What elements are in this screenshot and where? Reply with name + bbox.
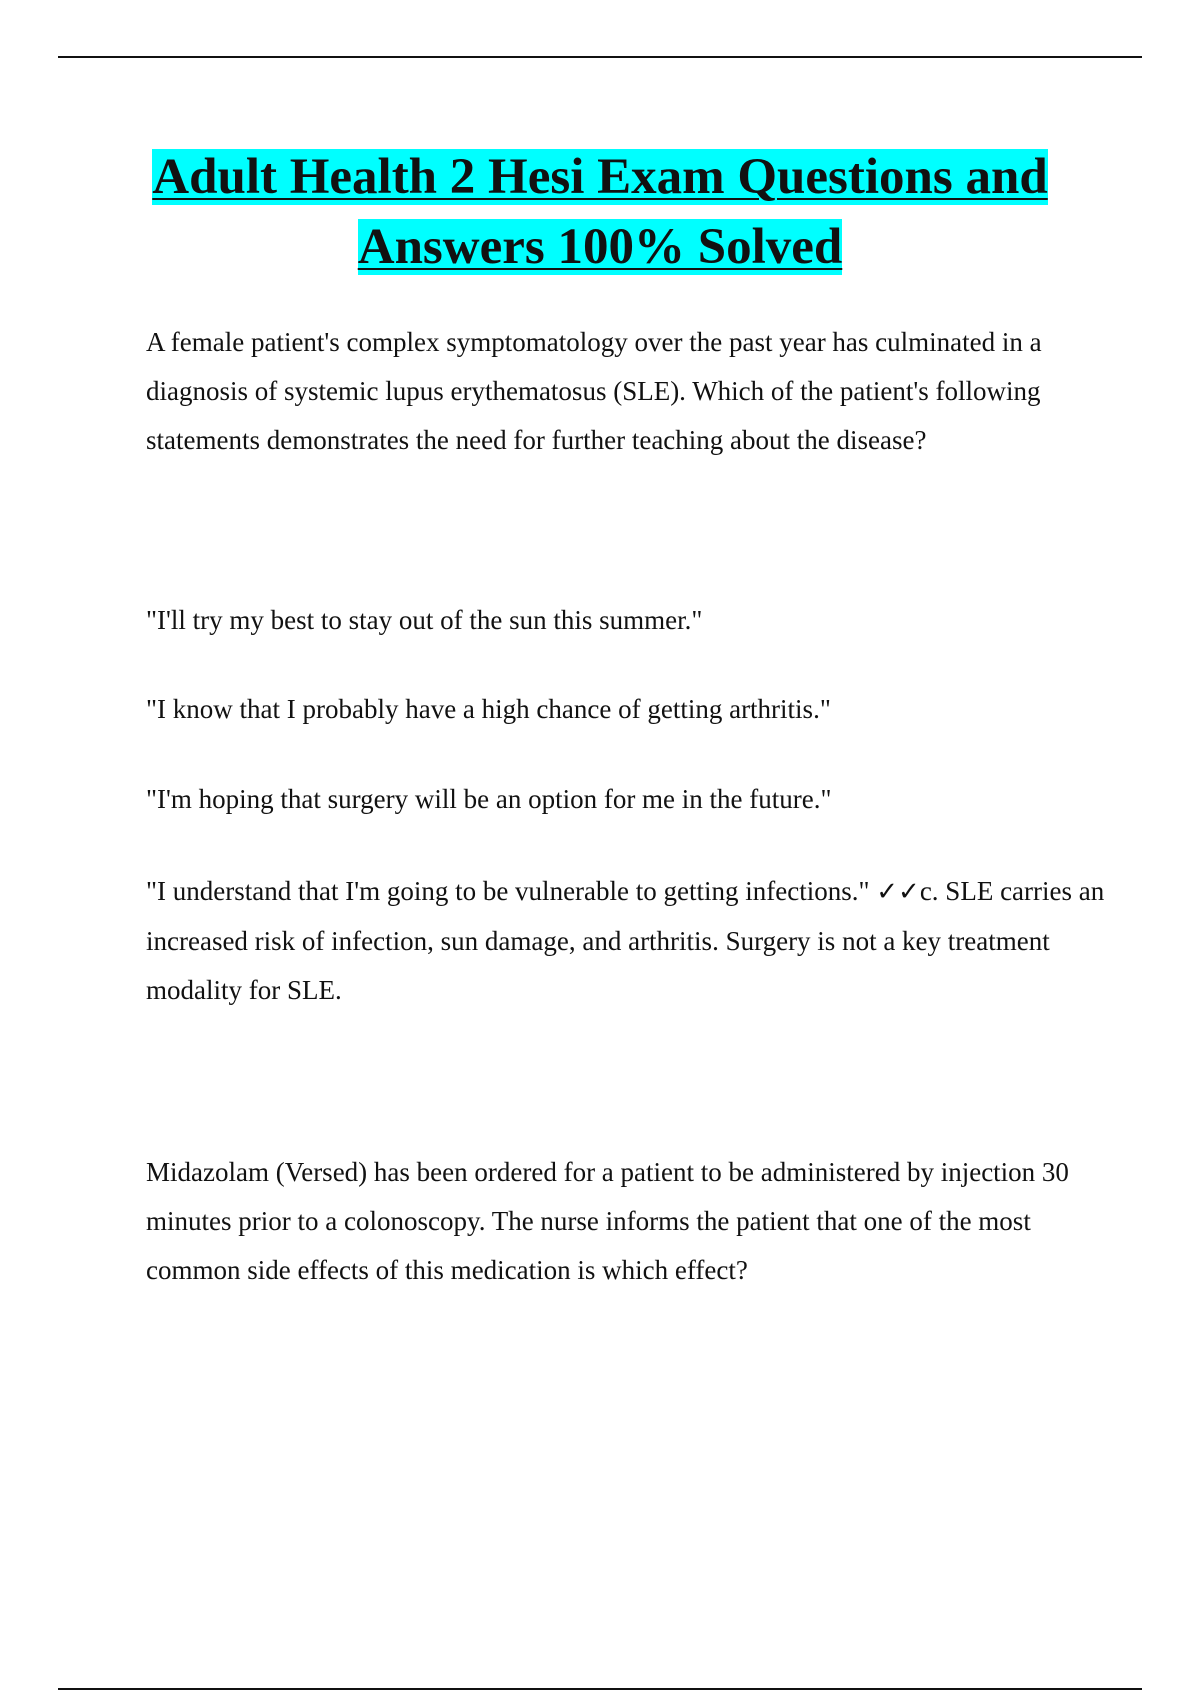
bottom-rule xyxy=(58,1688,1142,1690)
question-1-option-4: "I understand that I'm going to be vulnerable to getting infections." xyxy=(146,876,870,906)
question-1-answer: c. SLE carries an increased risk of infection, sun damage, and arthritis. Surgery is not a key treatment modality for SLE. xyxy=(146,876,1105,1005)
title-line-1: Adult Health 2 Hesi Exam Questions and xyxy=(152,149,1048,205)
top-rule xyxy=(58,56,1142,58)
question-1-text: A female patient's complex symptomatology over the past year has culminated in a diagnosis of systemic lupus erythematosus (SLE). Which of the patient's following statements demonstrates the need for further teaching about the disease? xyxy=(146,327,1042,455)
question-2-text: Midazolam (Versed) has been ordered for a patient to be administered by injection 30 minutes prior to a colonoscopy. The nurse informs the patient that one of the most common side effects of this medication is which effect? xyxy=(146,1157,1069,1285)
question-1-option-4-with-answer xyxy=(146,867,1106,1015)
question-1-option-3: "I'm hoping that surgery will be an option for me in the future." xyxy=(146,784,832,814)
document-title xyxy=(100,142,1100,282)
question-1-option-2: "I know that I probably have a high chance of getting arthritis." xyxy=(146,694,831,724)
title-line-2: Answers 100% Solved xyxy=(357,219,843,275)
question-1-option-1: "I'll try my best to stay out of the sun this summer." xyxy=(146,605,703,635)
check-mark-icon: ✓✓ xyxy=(876,877,920,907)
